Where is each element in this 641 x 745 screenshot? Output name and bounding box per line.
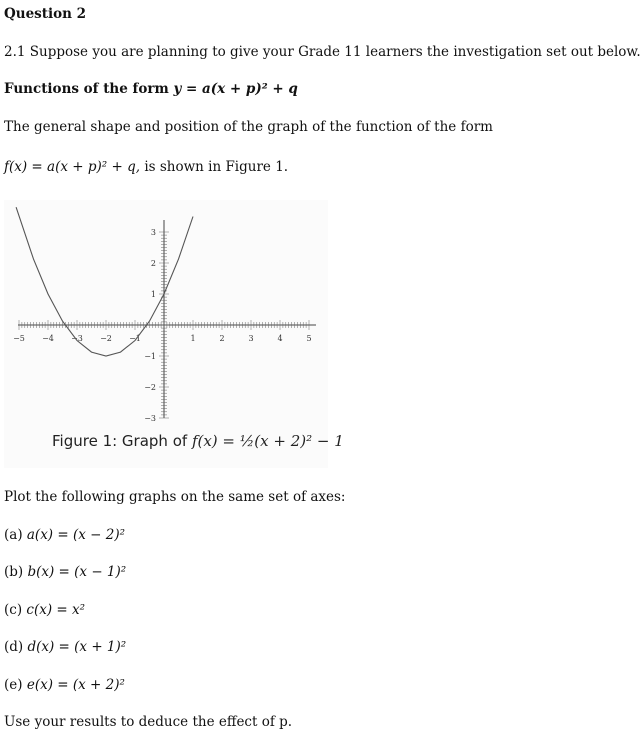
function-formula: f(x) = a(x + p)² + q, <box>4 159 141 175</box>
y-tick-label: 1 <box>150 290 156 299</box>
item-label: (c) <box>4 602 27 618</box>
x-tick-label: −3 <box>71 334 83 343</box>
x-tick-label: 5 <box>306 334 312 343</box>
list-item <box>4 564 126 580</box>
x-tick-label: −2 <box>100 334 112 343</box>
item-formula: e(x) = (x + 2)² <box>26 677 125 693</box>
x-tick-label: 3 <box>248 334 254 343</box>
list-item <box>4 677 125 693</box>
y-tick-label: −2 <box>144 383 156 392</box>
item-formula: d(x) = (x + 1)² <box>27 639 127 655</box>
section-heading <box>4 81 298 97</box>
caption-formula: f(x) = ½(x + 2)² − 1 <box>191 432 344 450</box>
x-tick-label: −5 <box>13 334 25 343</box>
section-heading-text: Functions of the form <box>4 81 169 97</box>
x-tick-label: 4 <box>277 334 283 343</box>
shape-text: The general shape and position of the graph of the function of the form <box>4 119 493 135</box>
item-formula: a(x) = (x − 2)² <box>26 527 126 543</box>
y-tick-label: 2 <box>150 259 156 268</box>
y-tick-label: −3 <box>144 414 156 423</box>
y-tick-label: 3 <box>150 228 156 237</box>
plot-instruction: Plot the following graphs on the same set of axes: <box>4 489 346 505</box>
x-tick-label: 1 <box>190 334 196 343</box>
section-formula: y = a(x + p)² + q <box>173 81 298 97</box>
y-tick-label: −1 <box>144 352 156 361</box>
item-label: (e) <box>4 677 27 693</box>
parabola-graph <box>4 200 328 428</box>
conclusion-text: Use your results to deduce the effect of p. <box>4 714 293 730</box>
list-item <box>4 639 126 655</box>
function-suffix: is shown in Figure 1. <box>144 159 289 175</box>
item-formula: c(x) = x² <box>26 602 86 618</box>
list-item <box>4 527 125 543</box>
minor-ticks <box>19 232 312 418</box>
item-label: (b) <box>4 564 28 580</box>
x-tick-label: −1 <box>129 334 141 343</box>
x-tick-label: 2 <box>219 334 225 343</box>
figure-caption <box>52 432 344 450</box>
figure-1 <box>4 200 344 468</box>
item-label: (a) <box>4 527 27 543</box>
item-formula: b(x) = (x − 1)² <box>27 564 127 580</box>
intro-text: 2.1 Suppose you are planning to give your Grade 11 learners the investigation set out below. <box>4 44 641 60</box>
caption-prefix: Figure 1: Graph of <box>52 432 192 450</box>
question-title: Question 2 <box>4 6 87 22</box>
item-label: (d) <box>4 639 28 655</box>
function-line <box>4 159 288 175</box>
x-tick-label: −4 <box>42 334 54 343</box>
list-item <box>4 602 85 618</box>
